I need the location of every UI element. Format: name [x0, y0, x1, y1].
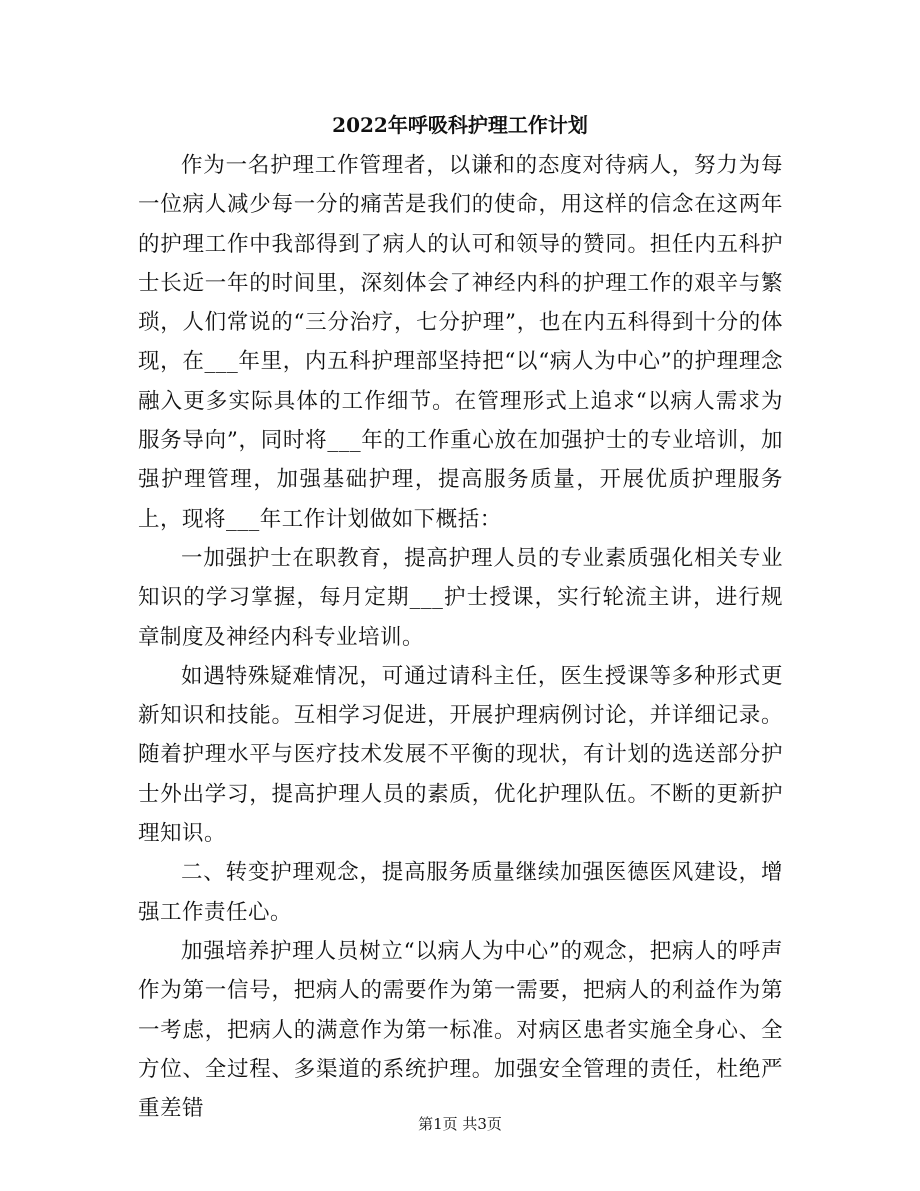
- paragraph-knowledge: 如遇特殊疑难情况，可通过请科主任，医生授课等多种形式更新知识和技能。互相学习促进，开展护理病例讨论，并详细记录。随着护理水平与医疗技术发展不平衡的现状，有计划的选送部分护士外出学习，提高护理人员的素质，优化护理队伍。不断的更新护理知识。: [138, 663, 783, 847]
- page-number-footer: 第1页 共3页: [418, 1115, 502, 1133]
- paragraph-intro: 作为一名护理工作管理者，以谦和的态度对待病人，努力为每一位病人减少每一分的痛苦是我们的使命，用这样的信念在这两年的护理工作中我部得到了病人的认可和领导的赞同。担任内五科护士长近一年的时间里，深刻体会了神经内科的护理工作的艰辛与繁琐，人们常说的“三分治疗，七分护理”，也在内五科得到十分的体现，在___年里，内五科护理部坚持把“以“病人为中心”的护理理念融入更多实际具体的工作细节。在管理形式上追求“以病人需求为服务导向”，同时将___年的工作重心放在加强护士的专业培训，加强护理管理，加强基础护理，提高服务质量，开展优质护理服务上，现将___年工作计划做如下概括：: [138, 153, 783, 532]
- paragraph-training: 一加强护士在职教育，提高护理人员的专业素质强化相关专业知识的学习掌握，每月定期___护士授课，实行轮流主讲，进行规章制度及神经内科专业培训。: [138, 545, 783, 650]
- paragraph-patient-centered: 加强培养护理人员树立“以病人为中心”的观念，把病人的呼声作为第一信号，把病人的需要作为第一需要，把病人的利益作为第一考虑，把病人的满意作为第一标准。对病区患者实施全身心、全方位、全过程、多渠道的系统护理。加强安全管理的责任，杜绝严重差错: [138, 938, 783, 1122]
- document-body: [138, 146, 783, 1128]
- document-title: 2022年呼吸科护理工作计划: [332, 113, 588, 137]
- paragraph-service-concept: 二、转变护理观念，提高服务质量继续加强医德医风建设，增强工作责任心。: [138, 860, 783, 925]
